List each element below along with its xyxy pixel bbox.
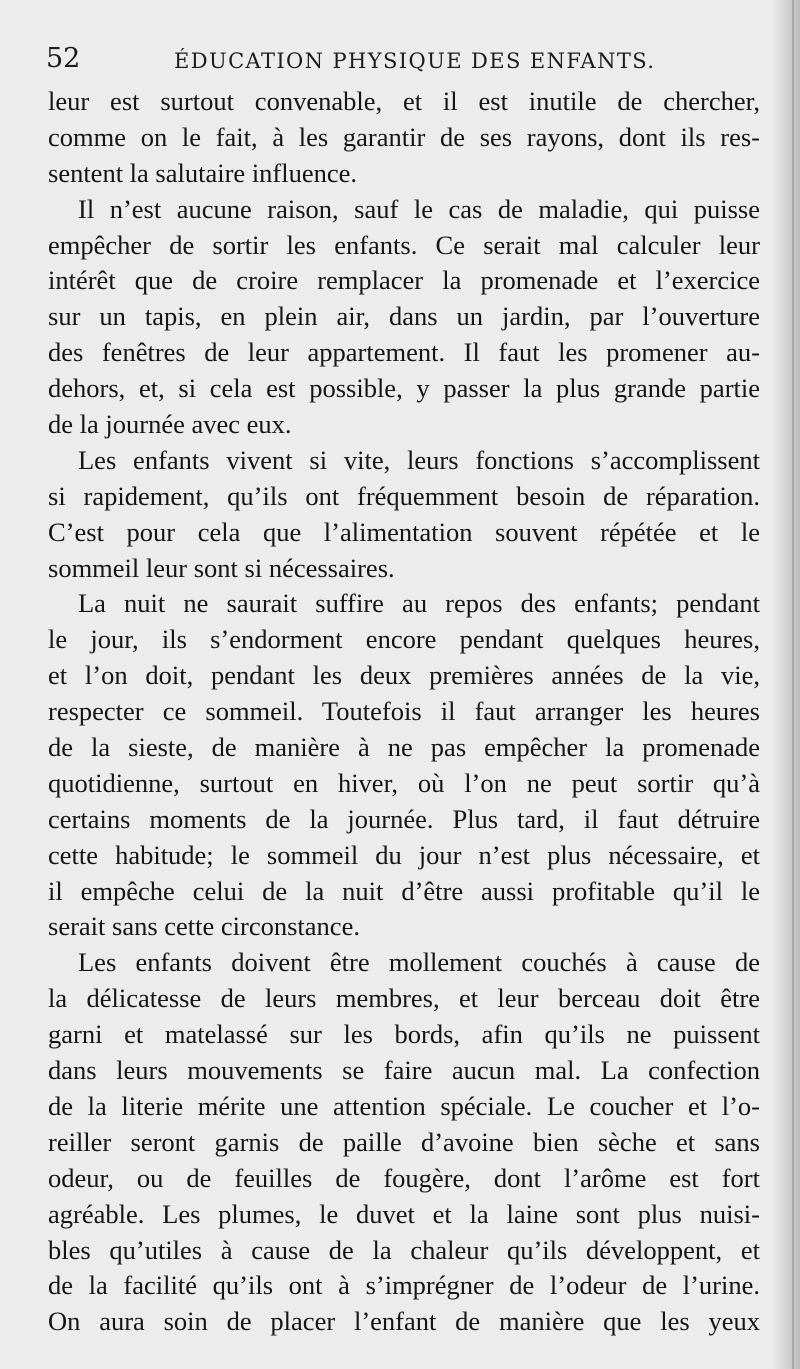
- text-line: la délicatesse de leurs membres, et leur berceau doit être: [48, 983, 760, 1014]
- text-line: Les enfants vivent si vite, leurs fonctions s’accomplissent: [78, 444, 760, 475]
- text-line: de la journée avec eux.: [48, 409, 292, 440]
- text-line: serait sans cette circonstance.: [48, 911, 360, 942]
- text-line: le jour, ils s’endorment encore pendant quelques heures,: [48, 624, 760, 655]
- text-line: quotidienne, surtout en hiver, où l’on ne peut sortir qu’à: [48, 767, 760, 798]
- text-line: cette habitude; le sommeil du jour n’est plus nécessaire, et: [48, 839, 760, 870]
- text-line: comme on le fait, à les garantir de ses rayons, dont ils res-: [48, 121, 760, 152]
- text-line: de la literie mérite une attention spéciale. Le coucher et l’o-: [48, 1090, 760, 1121]
- text-line: leur est surtout convenable, et il est inutile de chercher,: [48, 86, 760, 116]
- text-line: sommeil leur sont si nécessaires.: [48, 552, 395, 583]
- text-line: reiller seront garnis de paille d’avoine bien sèche et sans: [48, 1126, 760, 1157]
- text-line: si rapidement, qu’ils ont fréquemment besoin de réparation.: [48, 480, 760, 511]
- body-text: [48, 84, 760, 1340]
- text-line: il empêche celui de la nuit d’être aussi profitable qu’il le: [48, 875, 760, 906]
- page-edge-shadow: [772, 0, 800, 1369]
- running-title: ÉDUCATION PHYSIQUE DES ENFANTS.: [174, 49, 656, 73]
- text-line: Il n’est aucune raison, sauf le cas de maladie, qui puisse: [78, 193, 760, 224]
- text-line: respecter ce sommeil. Toutefois il faut arranger les heures: [48, 696, 760, 727]
- text-line: C’est pour cela que l’alimentation souvent répétée et le: [48, 516, 760, 547]
- text-line: de la sieste, de manière à ne pas empêcher la promenade: [48, 732, 760, 763]
- text-line: sur un tapis, en plein air, dans un jardin, par l’ouverture: [48, 301, 760, 332]
- text-line: dans leurs mouvements se faire aucun mal. La confection: [48, 1055, 760, 1086]
- text-line: certains moments de la journée. Plus tard, il faut détruire: [48, 803, 760, 834]
- page-header: [46, 42, 746, 82]
- text-line: odeur, ou de feuilles de fougère, dont l’arôme est fort: [48, 1162, 760, 1193]
- text-line: des fenêtres de leur appartement. Il faut les promener au-: [48, 337, 760, 368]
- page-edge-line: [792, 0, 794, 1369]
- text-line: garni et matelassé sur les bords, afin qu’ils ne puissent: [48, 1019, 760, 1050]
- text-line: empêcher de sortir les enfants. Ce serait mal calculer leur: [48, 229, 760, 260]
- text-line: On aura soin de placer l’enfant de manière que les yeux: [48, 1306, 760, 1337]
- text-line: de la facilité qu’ils ont à s’imprégner de l’odeur de l’urine.: [48, 1270, 760, 1301]
- text-line: dehors, et, si cela est possible, y passer la plus grande partie: [48, 373, 760, 404]
- text-line: intérêt que de croire remplacer la promenade et l’exercice: [48, 265, 760, 296]
- text-line: sentent la salutaire influence.: [48, 157, 358, 188]
- text-line: agréable. Les plumes, le duvet et la laine sont plus nuisi-: [48, 1198, 760, 1229]
- page-number: 52: [46, 43, 81, 74]
- text-line: et l’on doit, pendant les deux premières années de la vie,: [48, 660, 760, 691]
- text-line: bles qu’utiles à cause de la chaleur qu’ils développent, et: [48, 1234, 760, 1265]
- text-line: La nuit ne saurait suffire au repos des enfants; pendant: [78, 588, 760, 619]
- text-line: Les enfants doivent être mollement couchés à cause de: [78, 947, 760, 978]
